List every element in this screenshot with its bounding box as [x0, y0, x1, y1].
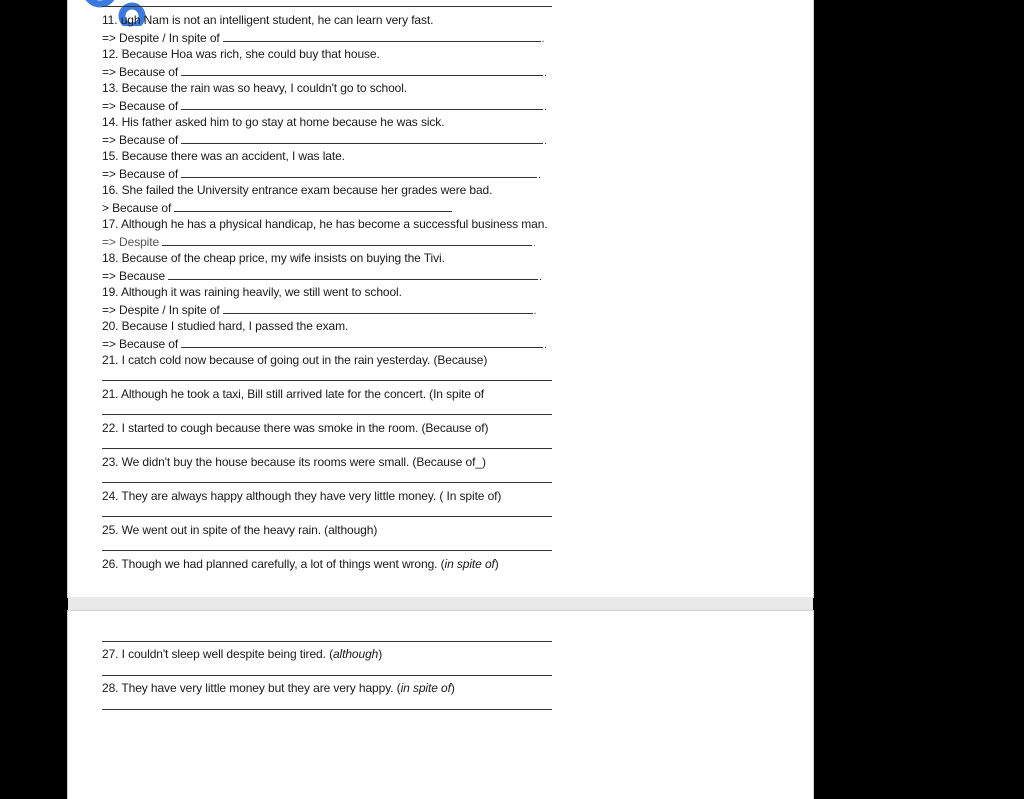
q26-question [102, 557, 499, 571]
q16-prefix: > Because of [102, 201, 172, 215]
answer-blank[interactable] [168, 268, 538, 280]
q17-prefix: => Despite [102, 235, 160, 249]
answer-blank[interactable] [162, 234, 532, 246]
q19-answer [102, 302, 536, 319]
q28-text: 28. They have very little money but they are very happy. ( [102, 681, 401, 695]
q14-question: 14. His father asked him to go stay at home because he was sick. [102, 115, 445, 129]
answer-line[interactable] [102, 550, 552, 551]
q11-prefix: => Despite / In spite of [102, 31, 220, 45]
q21b-question: 21. Although he took a taxi, Bill still arrived late for the concert. (In spite of [102, 387, 485, 401]
period: . [544, 136, 547, 147]
answer-line[interactable] [102, 709, 552, 710]
q25-question: 25. We went out in spite of the heavy rain. (although) [102, 523, 378, 537]
q17-question: 17. Although he has a physical handicap, he has become a successful business man. [102, 217, 548, 231]
top-rule [102, 6, 552, 7]
answer-line[interactable] [102, 380, 552, 381]
q22-question: 22. I started to cough because there was smoke in the room. (Because of) [102, 421, 489, 435]
q20-prefix: => Because of [102, 337, 179, 351]
q16-answer [102, 200, 452, 215]
q11-answer [102, 30, 544, 47]
q20-question: 20. Because I studied hard, I passed the exam. [102, 319, 349, 333]
q16-question: 16. She failed the University entrance exam because her grades were bad. [102, 183, 493, 197]
answer-line[interactable] [102, 675, 552, 676]
q15-prefix: => Because of [102, 167, 179, 181]
answer-blank[interactable] [223, 30, 541, 42]
answer-blank[interactable] [174, 200, 452, 212]
q11-question: 11. ugh Nam is not an intelligent student, he can learn very fast. [102, 13, 434, 27]
q27-hint: although [332, 647, 379, 661]
answer-blank[interactable] [181, 166, 537, 178]
q17-answer [102, 234, 536, 251]
q26-hint: in spite of [444, 557, 495, 571]
period: . [533, 306, 537, 317]
period: . [544, 340, 547, 351]
q27-text: 27. I couldn't sleep well despite being tired. ( [102, 647, 333, 661]
answer-blank[interactable] [181, 132, 543, 144]
q21a-question: 21. I catch cold now because of going out in the rain yesterday. (Because) [102, 353, 488, 367]
q12-answer [102, 64, 547, 81]
answer-blank[interactable] [181, 98, 543, 110]
answer-line[interactable] [102, 482, 552, 483]
answer-blank[interactable] [181, 64, 543, 76]
period: . [544, 102, 547, 113]
q14-answer [102, 132, 547, 149]
q20-answer [102, 336, 547, 353]
q15-answer [102, 166, 541, 183]
q12-prefix: => Because of [102, 65, 179, 79]
q27-question [102, 647, 382, 661]
q13-answer [102, 98, 547, 115]
q26-close: ) [494, 557, 499, 571]
q24-question: 24. They are always happy although they have very little money. ( In spite of) [102, 489, 502, 503]
period: . [544, 68, 547, 79]
q18-answer [102, 268, 542, 285]
q14-prefix: => Because of [102, 133, 179, 147]
q27-close: ) [378, 647, 383, 661]
q13-prefix: => Because of [102, 99, 179, 113]
q23-question: 23. We didn't buy the house because its rooms were small. (Because of_) [102, 455, 486, 469]
period: . [539, 272, 542, 283]
answer-line[interactable] [102, 414, 552, 415]
q26-text: 26. Though we had planned carefully, a lot of things went wrong. ( [102, 557, 445, 571]
answer-line[interactable] [102, 641, 552, 642]
answer-blank[interactable] [223, 302, 533, 314]
q28-question [102, 681, 455, 695]
page-gap [68, 597, 813, 611]
q28-close: ) [450, 681, 455, 695]
q15-question: 15. Because there was an accident, I was late. [102, 149, 345, 163]
q18-prefix: => Because [102, 269, 166, 283]
period: . [533, 238, 536, 249]
q18-question: 18. Because of the cheap price, my wife insists on buying the Tivi. [102, 251, 445, 265]
q13-question: 13. Because the rain was so heavy, I couldn't go to school. [102, 81, 408, 95]
period: . [538, 170, 541, 181]
q28-hint: in spite of [400, 681, 451, 695]
answer-blank[interactable] [181, 336, 543, 348]
q12-question: 12. Because Hoa was rich, she could buy that house. [102, 47, 380, 61]
answer-line[interactable] [102, 448, 552, 449]
q19-prefix: => Despite / In spite of [102, 303, 220, 317]
worksheet-page-2 [68, 611, 813, 799]
q19-question: 19. Although it was raining heavily, we still went to school. [102, 285, 402, 299]
answer-line[interactable] [102, 516, 552, 517]
period: . [541, 34, 545, 45]
